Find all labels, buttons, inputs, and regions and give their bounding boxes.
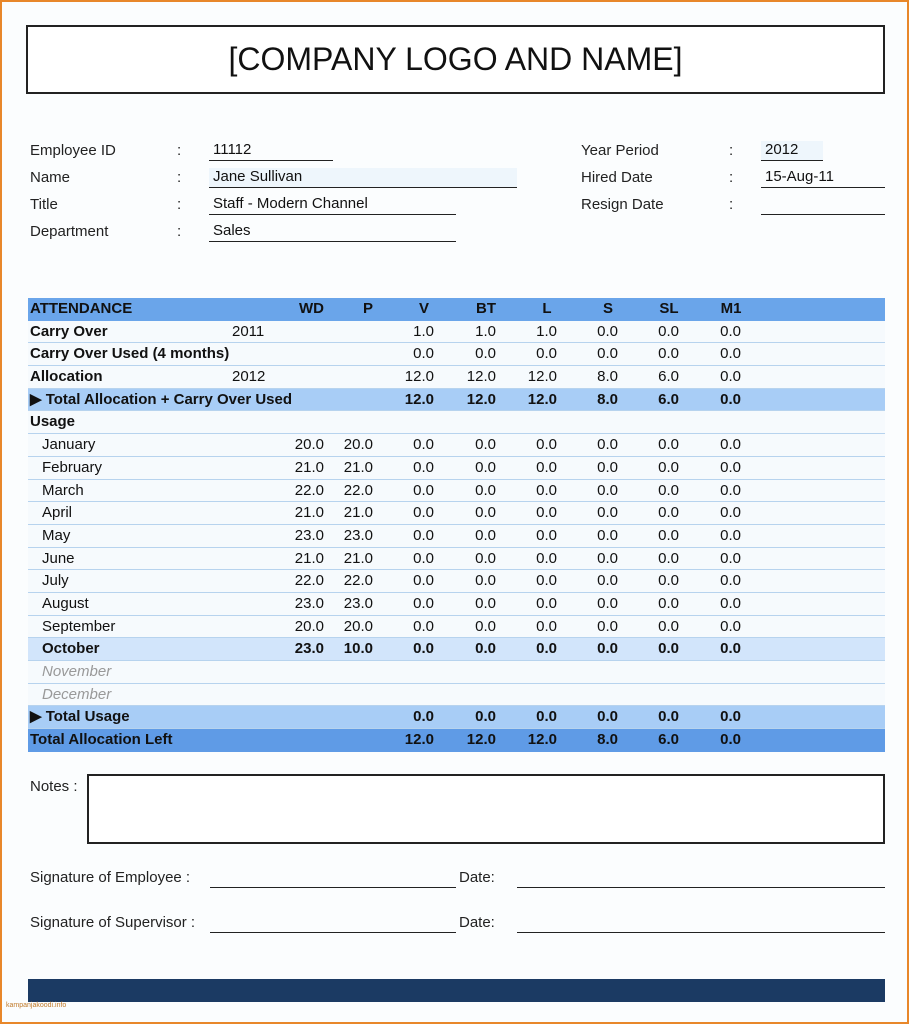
cell-value: 0.0 — [413, 617, 434, 635]
company-logo-placeholder: [COMPANY LOGO AND NAME] — [26, 25, 885, 94]
cell-value: 0.0 — [658, 504, 679, 522]
column-header: ATTENDANCE — [30, 300, 133, 317]
cell-value: 0.0 — [597, 708, 618, 726]
employee-signature-label: Signature of Employee : — [30, 869, 191, 886]
cell-value: 0.0 — [536, 572, 557, 590]
cell-value: 22.0 — [343, 572, 373, 590]
cell-value: 0.0 — [536, 458, 557, 476]
cell-value: 23.0 — [343, 526, 373, 544]
cell-value: 12.0 — [404, 731, 434, 749]
cell-value: 0.0 — [413, 594, 434, 612]
cell-value: 0.0 — [475, 481, 496, 499]
cell-value: 0.0 — [658, 617, 679, 635]
table-row — [28, 729, 885, 752]
cell-value: 0.0 — [720, 368, 741, 386]
cell-value: 0.0 — [658, 640, 679, 658]
cell-value: 12.0 — [466, 390, 496, 408]
cell-value: 12.0 — [404, 390, 434, 408]
cell-value: 0.0 — [413, 526, 434, 544]
cell-value: 0.0 — [720, 549, 741, 567]
cell-value: 10.0 — [343, 640, 373, 658]
cell-value: 0.0 — [658, 572, 679, 590]
cell-value: 0.0 — [475, 594, 496, 612]
cell-value: 0.0 — [597, 640, 618, 658]
cell-value: 0.0 — [658, 458, 679, 476]
row-label: September — [42, 617, 116, 635]
cell-value: 20.0 — [294, 617, 324, 635]
resign-date-field[interactable] — [761, 195, 885, 215]
row-label: Allocation — [30, 368, 103, 386]
cell-value: 0.0 — [658, 549, 679, 567]
cell-value: 0.0 — [720, 731, 741, 749]
table-row — [28, 616, 885, 639]
table-row — [28, 366, 885, 389]
resign-date-label: Resign Date — [581, 196, 664, 213]
row-label: Total Allocation Left — [30, 731, 173, 749]
table-row — [28, 343, 885, 366]
table-row — [28, 434, 885, 457]
cell-value: 0.0 — [720, 322, 741, 340]
column-header: S — [602, 300, 613, 317]
cell-value: 0.0 — [720, 640, 741, 658]
column-header: V — [418, 300, 429, 317]
cell-value: 0.0 — [413, 481, 434, 499]
cell-value: 0.0 — [413, 504, 434, 522]
cell-value: 12.0 — [527, 390, 557, 408]
cell-value: 0.0 — [475, 436, 496, 454]
cell-value: 0.0 — [413, 345, 434, 363]
cell-value: 0.0 — [475, 549, 496, 567]
table-row — [28, 321, 885, 344]
cell-value: 12.0 — [466, 368, 496, 386]
cell-value: 22.0 — [343, 481, 373, 499]
cell-value: 0.0 — [597, 481, 618, 499]
cell-value: 23.0 — [294, 526, 324, 544]
cell-value: 23.0 — [343, 594, 373, 612]
cell-value: 0.0 — [658, 345, 679, 363]
cell-value: 6.0 — [658, 368, 679, 386]
cell-value: 0.0 — [536, 526, 557, 544]
cell-value: 0.0 — [597, 526, 618, 544]
cell-value: 0.0 — [536, 549, 557, 567]
table-row — [28, 684, 885, 707]
cell-value: 8.0 — [597, 368, 618, 386]
row-label: April — [42, 504, 73, 522]
cell-value: 20.0 — [343, 436, 373, 454]
supervisor-date-label: Date: — [459, 914, 495, 931]
table-row — [28, 593, 885, 616]
cell-value: 0.0 — [475, 345, 496, 363]
cell-value: 22.0 — [294, 572, 324, 590]
row-year: 2011 — [232, 322, 265, 340]
cell-value: 0.0 — [658, 436, 679, 454]
table-row — [28, 570, 885, 593]
cell-value: 0.0 — [658, 322, 679, 340]
cell-value: 12.0 — [404, 368, 434, 386]
cell-value: 0.0 — [597, 345, 618, 363]
employee-id-label: Employee ID — [30, 142, 116, 159]
department-label: Department — [30, 223, 109, 240]
employee-signature-line[interactable] — [210, 887, 456, 888]
title-field[interactable]: Staff - Modern Channel — [209, 195, 456, 215]
row-label: May — [42, 526, 71, 544]
year-period-field[interactable]: 2012 — [761, 141, 823, 161]
cell-value: 0.0 — [413, 458, 434, 476]
cell-value: 1.0 — [475, 322, 496, 340]
row-label: March — [42, 481, 84, 499]
supervisor-date-line[interactable] — [517, 932, 885, 933]
colon: : — [177, 169, 182, 186]
cell-value: 0.0 — [720, 617, 741, 635]
column-header: M1 — [720, 300, 742, 317]
cell-value: 0.0 — [597, 504, 618, 522]
cell-value: 0.0 — [536, 640, 557, 658]
table-row — [28, 457, 885, 480]
table-row — [28, 411, 885, 434]
cell-value: 0.0 — [597, 549, 618, 567]
cell-value: 0.0 — [658, 481, 679, 499]
cell-value: 0.0 — [720, 708, 741, 726]
name-field[interactable]: Jane Sullivan — [209, 168, 517, 188]
row-label: Carry Over Used (4 months) — [30, 345, 230, 363]
cell-value: 0.0 — [475, 504, 496, 522]
cell-value: 0.0 — [413, 708, 434, 726]
cell-value: 0.0 — [536, 436, 557, 454]
cell-value: 0.0 — [475, 572, 496, 590]
colon: : — [177, 142, 182, 159]
cell-value: 0.0 — [413, 640, 434, 658]
cell-value: 1.0 — [413, 322, 434, 340]
row-label: Carry Over — [30, 322, 108, 340]
cell-value: 0.0 — [720, 345, 741, 363]
cell-value: 21.0 — [343, 549, 373, 567]
table-header-row — [28, 298, 885, 321]
colon: : — [729, 142, 734, 159]
row-label: August — [42, 594, 89, 612]
cell-value: 0.0 — [720, 504, 741, 522]
footer-bar — [28, 979, 885, 1002]
cell-value: 0.0 — [658, 708, 679, 726]
cell-value: 21.0 — [294, 549, 324, 567]
department-field[interactable]: Sales — [209, 222, 456, 242]
supervisor-signature-label: Signature of Supervisor : — [30, 914, 196, 931]
cell-value: 0.0 — [536, 345, 557, 363]
cell-value: 6.0 — [658, 731, 679, 749]
table-row — [28, 638, 885, 661]
cell-value: 0.0 — [597, 572, 618, 590]
colon: : — [729, 169, 734, 186]
cell-value: 0.0 — [720, 572, 741, 590]
table-row — [28, 502, 885, 525]
cell-value: 8.0 — [597, 731, 618, 749]
row-label: December — [42, 685, 112, 703]
cell-value: 0.0 — [475, 617, 496, 635]
row-label: Usage — [30, 413, 76, 431]
cell-value: 21.0 — [343, 504, 373, 522]
cell-value: 0.0 — [475, 640, 496, 658]
employee-date-label: Date: — [459, 869, 495, 886]
cell-value: 1.0 — [536, 322, 557, 340]
table-row — [28, 389, 885, 412]
row-label: June — [42, 549, 75, 567]
title-label: Title — [30, 196, 58, 213]
cell-value: 22.0 — [294, 481, 324, 499]
table-row — [28, 706, 885, 729]
hired-date-field[interactable]: 15-Aug-11 — [761, 168, 885, 188]
cell-value: 0.0 — [597, 458, 618, 476]
cell-value: 20.0 — [294, 436, 324, 454]
cell-value: 6.0 — [658, 390, 679, 408]
cell-value: 0.0 — [720, 481, 741, 499]
cell-value: 23.0 — [294, 640, 324, 658]
cell-value: 0.0 — [413, 436, 434, 454]
cell-value: 12.0 — [466, 731, 496, 749]
column-header: P — [362, 300, 373, 317]
cell-value: 21.0 — [294, 458, 324, 476]
table-row — [28, 548, 885, 571]
cell-value: 0.0 — [720, 526, 741, 544]
cell-value: 21.0 — [343, 458, 373, 476]
cell-value: 8.0 — [597, 390, 618, 408]
row-label: January — [42, 436, 96, 454]
column-header: WD — [299, 300, 324, 317]
hired-date-label: Hired Date — [581, 169, 653, 186]
cell-value: 0.0 — [536, 617, 557, 635]
cell-value: 0.0 — [536, 504, 557, 522]
cell-value: 0.0 — [658, 526, 679, 544]
row-label: October — [42, 640, 100, 658]
row-label: ▶ Total Allocation + Carry Over Used — [30, 390, 293, 408]
cell-value: 0.0 — [536, 481, 557, 499]
cell-value: 0.0 — [720, 594, 741, 612]
cell-value: 20.0 — [343, 617, 373, 635]
cell-value: 23.0 — [294, 594, 324, 612]
colon: : — [177, 223, 182, 240]
cell-value: 0.0 — [720, 458, 741, 476]
colon: : — [177, 196, 182, 213]
cell-value: 0.0 — [597, 436, 618, 454]
table-row — [28, 480, 885, 503]
cell-value: 21.0 — [294, 504, 324, 522]
cell-value: 0.0 — [536, 594, 557, 612]
cell-value: 0.0 — [475, 458, 496, 476]
row-year: 2012 — [232, 368, 266, 386]
column-header: BT — [476, 300, 496, 317]
watermark: kampanjakoodi.info — [6, 1002, 67, 1009]
cell-value: 0.0 — [413, 549, 434, 567]
name-label: Name — [30, 169, 71, 186]
cell-value: 0.0 — [720, 390, 741, 408]
row-label: July — [42, 572, 69, 590]
column-header: SL — [659, 300, 679, 317]
supervisor-signature-line[interactable] — [210, 932, 456, 933]
cell-value: 0.0 — [597, 322, 618, 340]
cell-value: 0.0 — [536, 708, 557, 726]
cell-value: 0.0 — [597, 594, 618, 612]
employee-date-line[interactable] — [517, 887, 885, 888]
cell-value: 0.0 — [475, 526, 496, 544]
cell-value: 12.0 — [527, 731, 557, 749]
attendance-table — [28, 298, 885, 752]
colon: : — [729, 196, 734, 213]
table-row — [28, 525, 885, 548]
row-label: November — [42, 663, 112, 680]
year-period-label: Year Period — [581, 142, 659, 159]
cell-value: 0.0 — [597, 617, 618, 635]
employee-id-field[interactable]: 11112 — [209, 141, 333, 161]
notes-input[interactable] — [87, 774, 885, 844]
cell-value: 0.0 — [658, 594, 679, 612]
cell-value: 0.0 — [413, 572, 434, 590]
cell-value: 12.0 — [527, 368, 557, 386]
column-header: L — [542, 300, 552, 317]
row-label: February — [42, 458, 103, 476]
table-row — [28, 661, 885, 684]
row-label: ▶ Total Usage — [30, 708, 130, 726]
cell-value: 0.0 — [720, 436, 741, 454]
cell-value: 0.0 — [475, 708, 496, 726]
notes-label: Notes : — [30, 778, 78, 795]
